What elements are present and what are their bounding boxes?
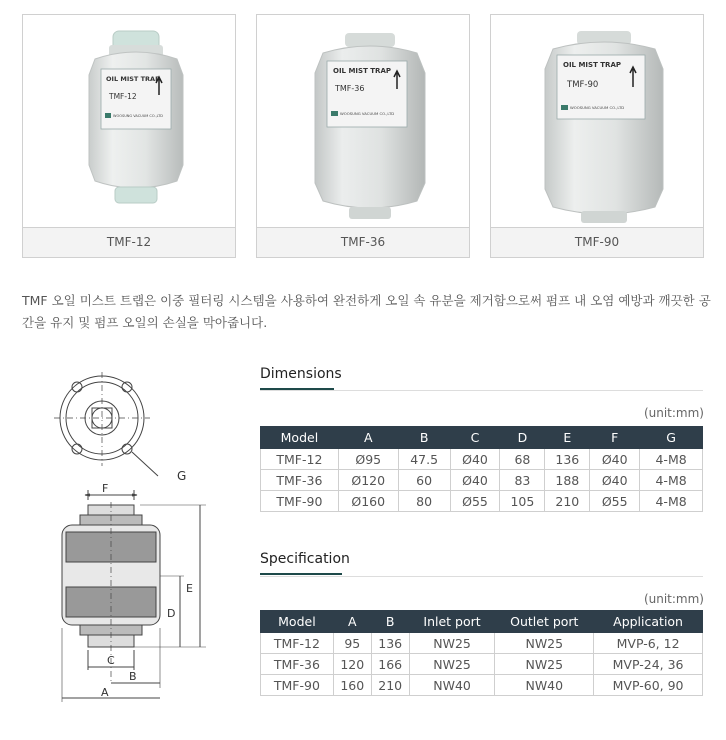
table-cell: 4-M8: [640, 470, 703, 491]
product-photo-tmf-12: [23, 15, 235, 229]
table-cell: TMF-36: [261, 654, 334, 675]
table-cell: NW25: [409, 654, 495, 675]
table-cell: Ø95: [338, 449, 398, 470]
column-header: Model: [261, 427, 339, 449]
product-photo-tmf-90: [491, 15, 703, 229]
table-cell: MVP-6, 12: [594, 633, 703, 654]
table-cell: 95: [333, 633, 371, 654]
table-cell: 105: [500, 491, 545, 512]
column-header: Application: [594, 611, 703, 633]
table-cell: 160: [333, 675, 371, 696]
product-brand-text: OIL MIST TRAP: [333, 67, 391, 75]
table-cell: MVP-24, 36: [594, 654, 703, 675]
product-caption: TMF-90: [491, 227, 703, 257]
product-caption: TMF-12: [23, 227, 235, 257]
specification-table: [260, 610, 703, 696]
table-cell: 83: [500, 470, 545, 491]
drawing-label-e: E: [186, 582, 193, 595]
dimensions-title-text: Dimensions: [260, 366, 342, 382]
table-cell: Ø55: [590, 491, 640, 512]
table-cell: TMF-36: [261, 470, 339, 491]
table-cell: 80: [398, 491, 450, 512]
table-cell: Ø40: [590, 449, 640, 470]
table-cell: 4-M8: [640, 449, 703, 470]
product-gallery: [22, 14, 704, 258]
table-cell: 47.5: [398, 449, 450, 470]
product-card-tmf-90[interactable]: [490, 14, 704, 258]
column-header: C: [450, 427, 500, 449]
drawing-label-d: D: [167, 607, 176, 620]
column-header: D: [500, 427, 545, 449]
table-cell: TMF-12: [261, 449, 339, 470]
drawing-label-b: B: [129, 670, 137, 683]
column-header: A: [338, 427, 398, 449]
table-row: [261, 633, 703, 654]
table-cell: Ø160: [338, 491, 398, 512]
table-row: [261, 654, 703, 675]
dimensions-unit: (unit:mm): [643, 406, 704, 420]
specification-title-text: Specification: [260, 551, 350, 567]
product-maker-text: WOOSUNG VACUUM CO.,LTD: [340, 111, 395, 116]
table-cell: TMF-12: [261, 633, 334, 654]
table-row: [261, 675, 703, 696]
table-cell: TMF-90: [261, 491, 339, 512]
column-header: E: [545, 427, 590, 449]
column-header: B: [398, 427, 450, 449]
table-cell: NW25: [495, 633, 594, 654]
product-card-tmf-12[interactable]: [22, 14, 236, 258]
column-header: Outlet port: [495, 611, 594, 633]
product-model-text: TMF-90: [567, 80, 599, 90]
table-cell: NW40: [409, 675, 495, 696]
table-cell: Ø55: [450, 491, 500, 512]
divider: [260, 576, 703, 577]
table-cell: 210: [371, 675, 409, 696]
table-cell: 120: [333, 654, 371, 675]
product-description: TMF 오일 미스트 트랩은 이중 필터링 시스템을 사용하여 완전하게 오일 속 유분을 제거함으로써 펌프 내 오염 예방과 깨끗한 공간을 유지 및 펌프 오일의 손실을 막아줍니다.: [22, 293, 711, 330]
table-cell: 60: [398, 470, 450, 491]
table-cell: Ø40: [590, 470, 640, 491]
table-cell: TMF-90: [261, 675, 334, 696]
column-header: B: [371, 611, 409, 633]
table-cell: NW25: [495, 654, 594, 675]
table-cell: 136: [545, 449, 590, 470]
table-header-row: [261, 611, 703, 633]
table-cell: Ø40: [450, 449, 500, 470]
table-cell: NW25: [409, 633, 495, 654]
table-row: [261, 449, 703, 470]
table-row: [261, 491, 703, 512]
product-brand-text: OIL MIST TRAP: [106, 75, 160, 83]
table-cell: 136: [371, 633, 409, 654]
product-maker-text: WOOSUNG VACUUM CO.,LTD: [570, 105, 625, 110]
drawing-label-c: C: [107, 654, 115, 667]
technical-drawing: [40, 372, 230, 712]
column-header: G: [640, 427, 703, 449]
table-cell: MVP-60, 90: [594, 675, 703, 696]
table-cell: 188: [545, 470, 590, 491]
product-photo-tmf-36: [257, 15, 469, 229]
product-model-text: TMF-12: [109, 92, 137, 101]
drawing-label-a: A: [101, 686, 109, 699]
column-header: F: [590, 427, 640, 449]
product-caption: TMF-36: [257, 227, 469, 257]
specification-unit: (unit:mm): [643, 592, 704, 606]
table-cell: Ø40: [450, 470, 500, 491]
table-cell: 4-M8: [640, 491, 703, 512]
product-card-tmf-36[interactable]: [256, 14, 470, 258]
table-cell: 68: [500, 449, 545, 470]
column-header: A: [333, 611, 371, 633]
table-header-row: [261, 427, 703, 449]
dimensions-title: [260, 366, 342, 382]
table-cell: 210: [545, 491, 590, 512]
drawing-label-f: F: [102, 482, 109, 495]
drawing-label-g: G: [177, 469, 187, 483]
table-cell: 166: [371, 654, 409, 675]
column-header: Model: [261, 611, 334, 633]
column-header: Inlet port: [409, 611, 495, 633]
product-maker-text: WOOSUNG VACUUM CO.,LTD: [113, 114, 163, 118]
table-cell: NW40: [495, 675, 594, 696]
divider: [260, 390, 703, 391]
table-row: [261, 470, 703, 491]
dimensions-table: [260, 426, 703, 512]
product-model-text: TMF-36: [335, 84, 365, 93]
title-underline: [260, 573, 342, 575]
specification-title: [260, 551, 350, 567]
product-brand-text: OIL MIST TRAP: [563, 61, 621, 69]
table-cell: Ø120: [338, 470, 398, 491]
